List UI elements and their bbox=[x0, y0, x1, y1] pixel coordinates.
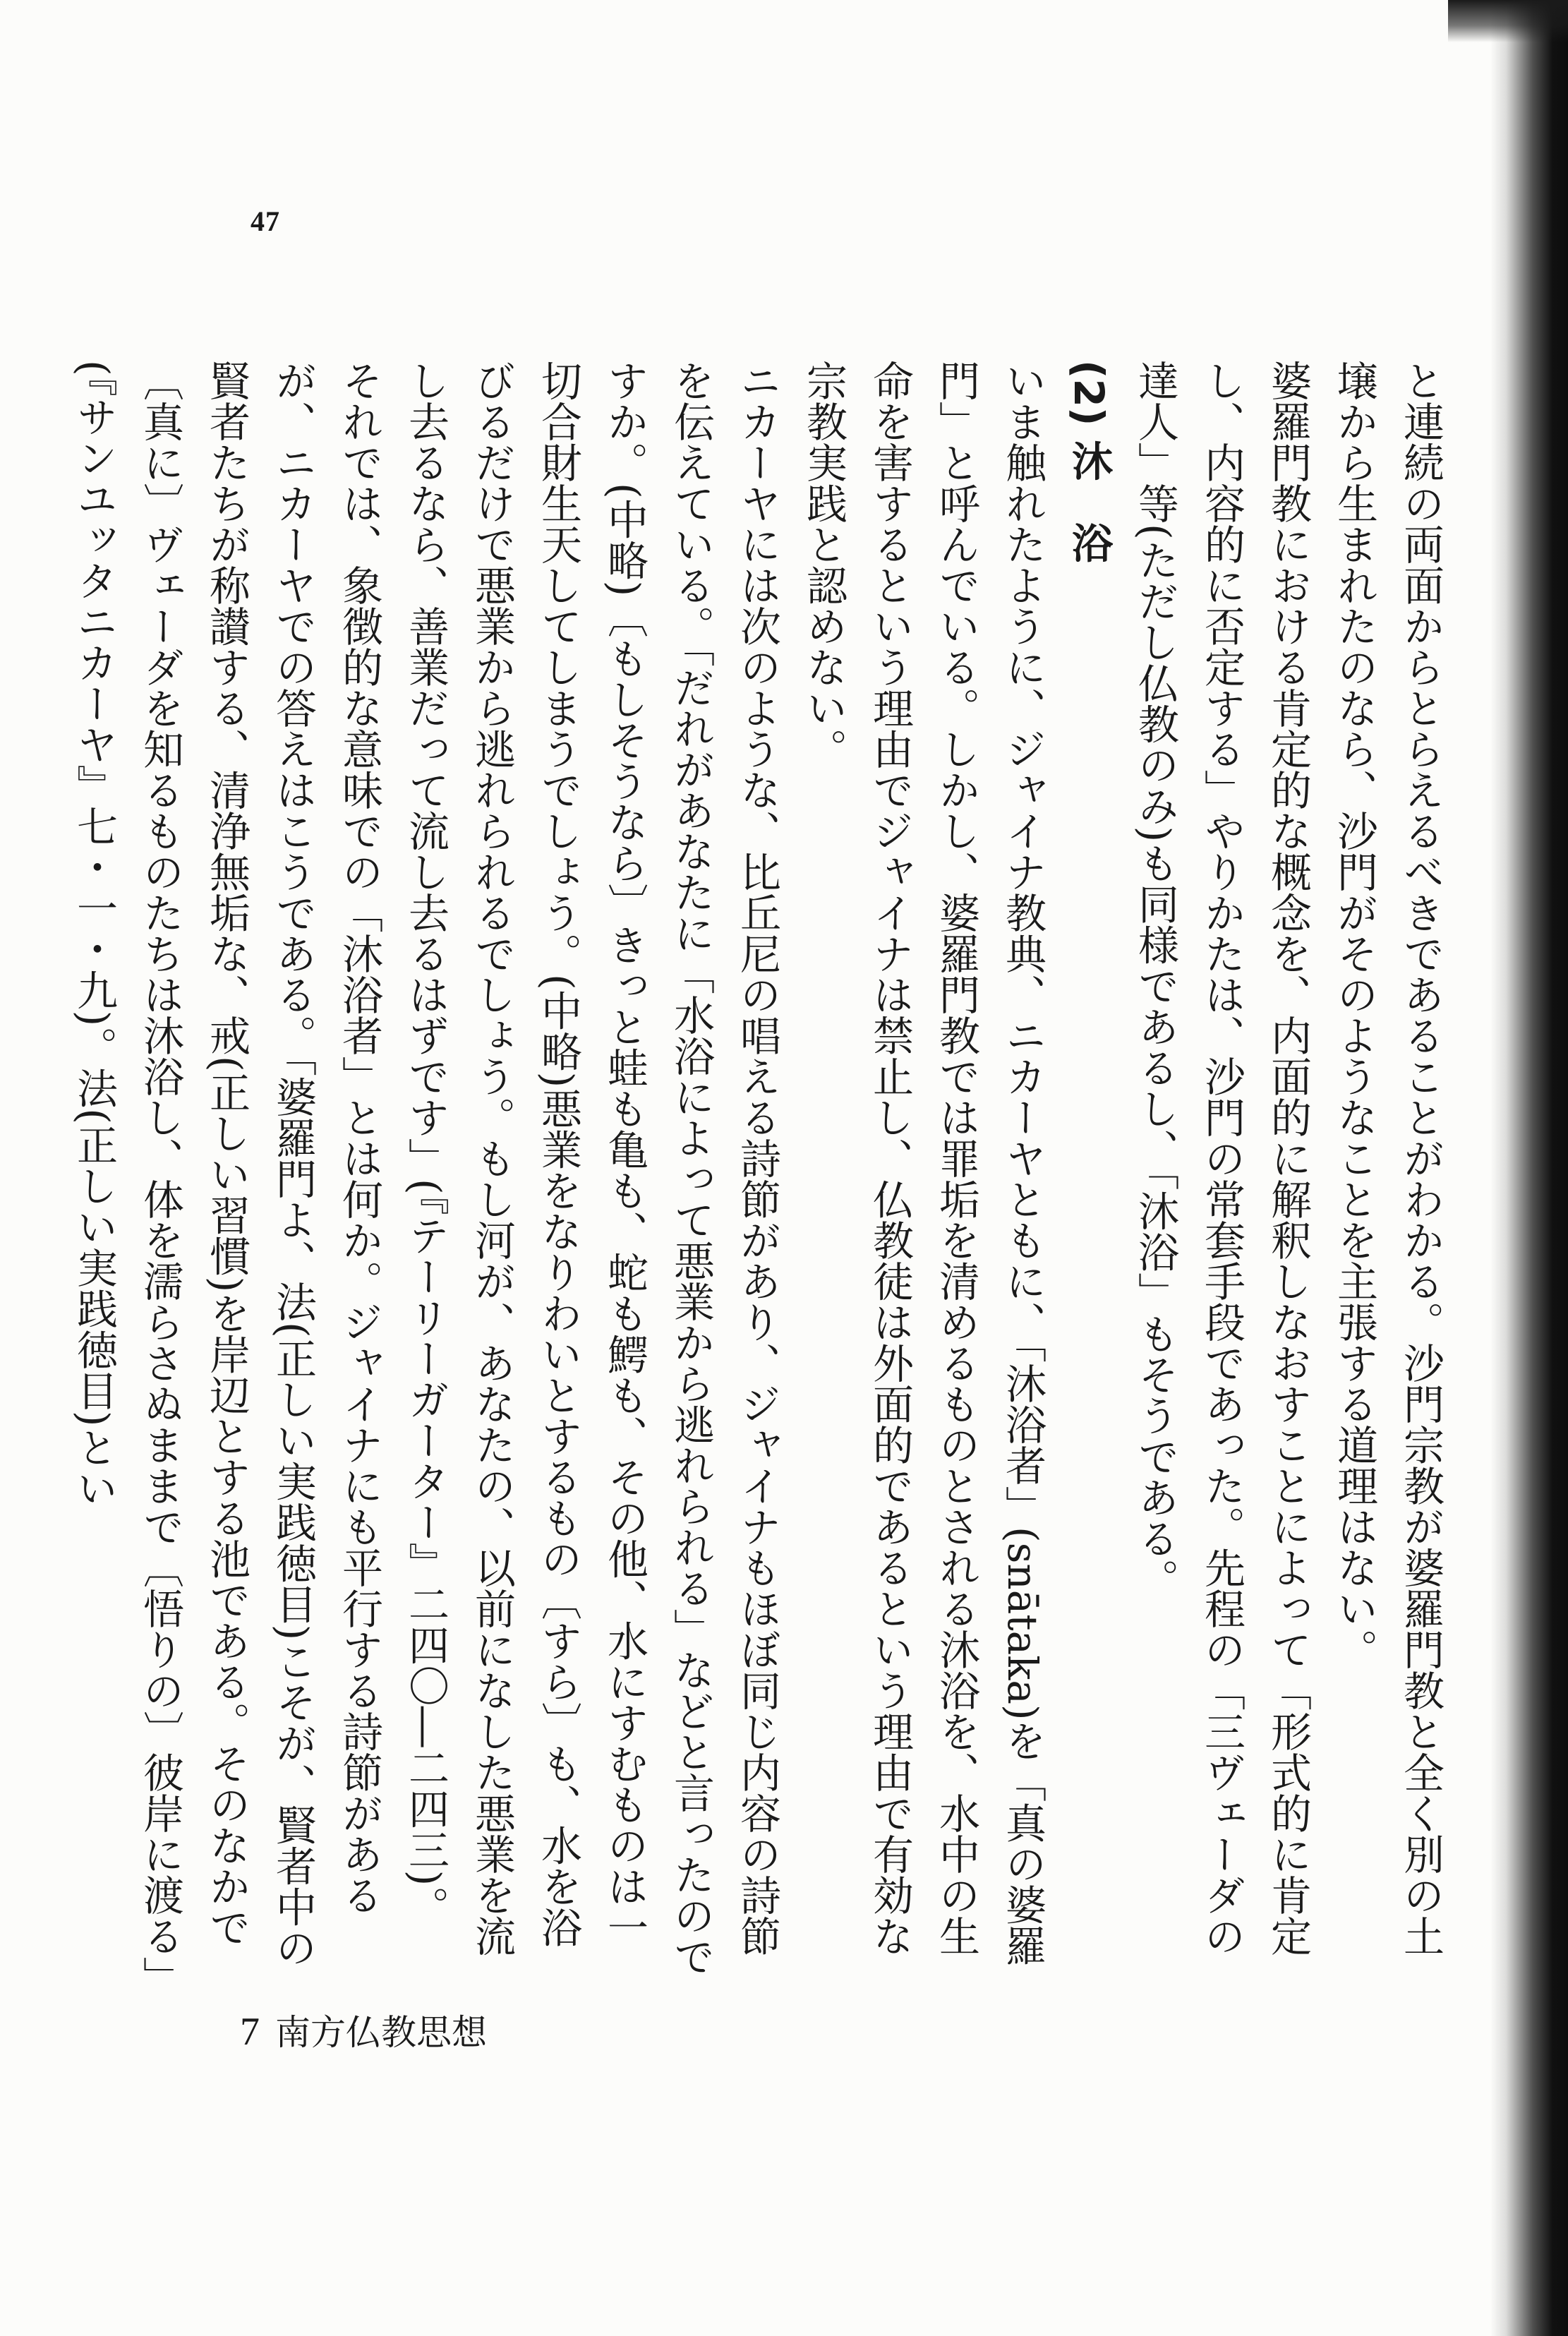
paragraph-5: それでは、象徴的な意味での「沐浴者」とは何か。ジャイナにも平行する詩節があるが、ニカーヤでの答えはこうである。「婆羅門よ、法(正しい実践徳目)こそが、賢者中の賢者たちが称讃する、清浄無垢な、戒(正しい習慣)を岸辺とする池である。そのなかで〔真に〕ヴェーダを知るものたちは沐浴し、体を濡らさぬままで〔悟りの〕彼岸に渡る」(『サンユッタニカーヤ』七・一・九)。法(正しい実践徳目)とい bbox=[70, 360, 383, 1977]
paragraph-3: いま触れたように、ジャイナ教典、ニカーヤともに、「沐浴者」(snātaka)を「真の婆羅門」と呼んでいる。しかし、婆羅門教では罪垢を清めるものとされる沐浴を、水中の生命を害するという理由でジャイナは禁止し、仏教徒は外面的であるという理由で有効な宗教実践と認めない。 bbox=[800, 360, 1047, 1966]
page-number: 47 bbox=[251, 205, 280, 237]
running-footer bbox=[240, 2004, 487, 2055]
body-text bbox=[70, 360, 1454, 1983]
chapter-title: 南方仏教思想 bbox=[275, 2012, 487, 2053]
section-heading: (2) 沐 浴 bbox=[1065, 360, 1113, 563]
scan-shadow-corner bbox=[1448, 0, 1568, 42]
chapter-number: 7 bbox=[240, 2010, 260, 2054]
paragraph-1: と連続の両面からとらえるべきであることがわかる。沙門宗教が婆羅門教と全く別の土壌から生まれたのなら、沙門がそのようなことを主張する道理はない。 bbox=[1330, 360, 1445, 1956]
paragraph-2: 婆羅門教における肯定的な概念を、内面的に解釈しなおすことによって「形式的に肯定し、内容的に否定する」やりかたは、沙門の常套手段であった。先程の「三ヴェーダの達人」等(ただし仏教のみ)も同様であるし、「沐浴」もそうである。 bbox=[1131, 360, 1312, 1956]
scan-shadow-edge bbox=[1490, 0, 1568, 2336]
paragraph-4: ニカーヤには次のような、比丘尼の唱える詩節があり、ジャイナもほぼ同じ内容の詩節を伝えている。「だれがあなたに「水浴によって悪業から逃れられる」などと言ったのですか。(中略)〔もしそうなら〕きっと蛙も亀も、蛇も鰐も、その他、水にすむものは一切合財生天してしまうでしょう。(中略)悪業をなりわいとするもの〔すら〕も、水を浴びるだけで悪業から逃れられるでしょう。もし河が、あなたの、以前になした悪業を流し去るなら、善業だって流し去るはずです」(『テーリーガーター』二四〇―二四三)。 bbox=[402, 360, 781, 1977]
